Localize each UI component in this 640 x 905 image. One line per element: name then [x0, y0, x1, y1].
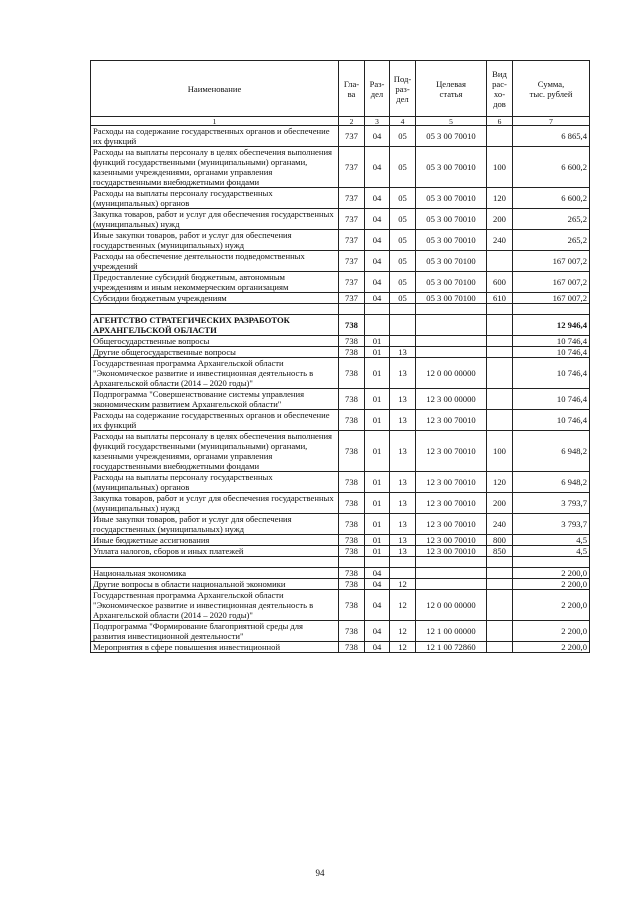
row-sum: [513, 557, 590, 568]
header-number: 4: [390, 117, 416, 126]
row-podrazdel: 13: [390, 472, 416, 493]
row-podrazdel: 13: [390, 347, 416, 358]
row-sum: 265,2: [513, 209, 590, 230]
row-razdel: 01: [365, 546, 390, 557]
row-target-article: 05 3 00 70010: [416, 230, 487, 251]
row-name: Иные закупки товаров, работ и услуг для обеспечения государственных (муниципальных) нужд: [91, 230, 339, 251]
row-glava: 737: [339, 251, 365, 272]
row-expense-type: [487, 251, 513, 272]
table-row: [91, 514, 590, 535]
table-header: [91, 61, 590, 126]
row-glava: 738: [339, 590, 365, 621]
row-razdel: 04: [365, 188, 390, 209]
row-name: [91, 557, 339, 568]
row-sum: 6 600,2: [513, 188, 590, 209]
row-sum: 6 865,4: [513, 126, 590, 147]
row-name: Расходы на выплаты персоналу государственных (муниципальных) органов: [91, 188, 339, 209]
row-target-article: 12 3 00 70010: [416, 546, 487, 557]
row-sum: 4,5: [513, 535, 590, 546]
header-number: 3: [365, 117, 390, 126]
row-razdel: 04: [365, 209, 390, 230]
row-expense-type: [487, 347, 513, 358]
row-expense-type: [487, 621, 513, 642]
row-glava: 737: [339, 209, 365, 230]
row-razdel: 01: [365, 347, 390, 358]
row-razdel: 04: [365, 126, 390, 147]
row-name: Субсидии бюджетным учреждениям: [91, 293, 339, 304]
row-podrazdel: 12: [390, 621, 416, 642]
row-name: АГЕНТСТВО СТРАТЕГИЧЕСКИХ РАЗРАБОТОК АРХАНГЕЛЬСКОЙ ОБЛАСТИ: [91, 315, 339, 336]
row-glava: 738: [339, 472, 365, 493]
table-row: [91, 642, 590, 653]
header-vid: Вид рас- хо- дов: [487, 61, 513, 117]
row-expense-type: 850: [487, 546, 513, 557]
row-glava: 738: [339, 579, 365, 590]
row-name: Расходы на выплаты персоналу в целях обеспечения выполнения функций государственными (муниципальными) органами, казенными учреждениями, органами управления государственными внебюджетными фондами: [91, 147, 339, 188]
row-sum: 12 946,4: [513, 315, 590, 336]
row-name: Иные бюджетные ассигнования: [91, 535, 339, 546]
table-row: [91, 472, 590, 493]
row-expense-type: [487, 579, 513, 590]
row-glava: 738: [339, 621, 365, 642]
row-target-article: 12 3 00 00000: [416, 389, 487, 410]
table-row: [91, 230, 590, 251]
row-target-article: 12 3 00 70010: [416, 493, 487, 514]
row-expense-type: 200: [487, 209, 513, 230]
row-sum: 10 746,4: [513, 410, 590, 431]
table-row: [91, 209, 590, 230]
row-name: Уплата налогов, сборов и иных платежей: [91, 546, 339, 557]
row-glava: 737: [339, 188, 365, 209]
row-sum: 3 793,7: [513, 493, 590, 514]
row-name: Государственная программа Архангельской области "Экономическое развитие и инвестиционная деятельность в Архангельской области (2014 – 2020 годы)": [91, 590, 339, 621]
row-podrazdel: 05: [390, 272, 416, 293]
row-razdel: 04: [365, 147, 390, 188]
row-name: Расходы на выплаты персоналу в целях обеспечения выполнения функций государственными (муниципальными) органами, казенными учреждениями, органами управления государственными внебюджетными фондами: [91, 431, 339, 472]
row-name: Расходы на выплаты персоналу государственных (муниципальных) органов: [91, 472, 339, 493]
table-row: [91, 147, 590, 188]
table-row: [91, 389, 590, 410]
row-sum: 167 007,2: [513, 293, 590, 304]
row-target-article: 05 3 00 70100: [416, 272, 487, 293]
row-sum: 167 007,2: [513, 272, 590, 293]
row-podrazdel: 13: [390, 358, 416, 389]
row-razdel: 04: [365, 590, 390, 621]
row-expense-type: 240: [487, 514, 513, 535]
row-name: Другие вопросы в области национальной экономики: [91, 579, 339, 590]
row-sum: 2 200,0: [513, 590, 590, 621]
row-podrazdel: 05: [390, 126, 416, 147]
row-target-article: 12 1 00 72860: [416, 642, 487, 653]
table-body: [91, 126, 590, 653]
row-glava: 738: [339, 336, 365, 347]
row-podrazdel: [390, 315, 416, 336]
row-name: Предоставление субсидий бюджетным, автономным учреждениям и иным некоммерческим организациям: [91, 272, 339, 293]
row-expense-type: 800: [487, 535, 513, 546]
row-sum: 2 200,0: [513, 642, 590, 653]
row-razdel: 04: [365, 251, 390, 272]
row-expense-type: 600: [487, 272, 513, 293]
table-row: [91, 590, 590, 621]
row-razdel: 04: [365, 621, 390, 642]
row-target-article: 12 3 00 70010: [416, 410, 487, 431]
row-target-article: [416, 568, 487, 579]
row-sum: 10 746,4: [513, 389, 590, 410]
row-podrazdel: 13: [390, 514, 416, 535]
table-row: [91, 126, 590, 147]
row-target-article: 12 3 00 70010: [416, 431, 487, 472]
row-sum: 265,2: [513, 230, 590, 251]
table-row: [91, 535, 590, 546]
row-target-article: 12 0 00 00000: [416, 590, 487, 621]
row-name: Другие общегосударственные вопросы: [91, 347, 339, 358]
row-expense-type: 200: [487, 493, 513, 514]
row-target-article: 05 3 00 70010: [416, 209, 487, 230]
row-target-article: 05 3 00 70100: [416, 251, 487, 272]
row-name: Иные закупки товаров, работ и услуг для обеспечения государственных (муниципальных) нужд: [91, 514, 339, 535]
table-row: [91, 336, 590, 347]
row-razdel: 01: [365, 358, 390, 389]
row-expense-type: [487, 336, 513, 347]
row-razdel: 04: [365, 293, 390, 304]
row-expense-type: 100: [487, 431, 513, 472]
row-sum: 10 746,4: [513, 358, 590, 389]
row-expense-type: 610: [487, 293, 513, 304]
page-number: 94: [315, 868, 325, 878]
row-podrazdel: 12: [390, 579, 416, 590]
row-name: Подпрограмма "Совершенствование системы управления экономическим развитием Архангельской области": [91, 389, 339, 410]
row-target-article: 05 3 00 70100: [416, 293, 487, 304]
row-sum: 6 948,2: [513, 472, 590, 493]
row-podrazdel: 05: [390, 188, 416, 209]
row-glava: 738: [339, 347, 365, 358]
header-podrazdel: Под- раз- дел: [390, 61, 416, 117]
row-podrazdel: 13: [390, 546, 416, 557]
row-expense-type: [487, 568, 513, 579]
row-glava: 738: [339, 514, 365, 535]
row-glava: 738: [339, 431, 365, 472]
row-glava: 737: [339, 147, 365, 188]
table-row: [91, 546, 590, 557]
header-sum: Сумма, тыс. рублей: [513, 61, 590, 117]
row-glava: 738: [339, 568, 365, 579]
row-expense-type: [487, 389, 513, 410]
row-podrazdel: 05: [390, 209, 416, 230]
row-razdel: 04: [365, 642, 390, 653]
table-row: [91, 579, 590, 590]
table-row: [91, 431, 590, 472]
row-name: Расходы на содержание государственных органов и обеспечение их функций: [91, 126, 339, 147]
row-target-article: 05 3 00 70010: [416, 188, 487, 209]
row-sum: 2 200,0: [513, 568, 590, 579]
row-glava: 738: [339, 642, 365, 653]
header-number: 6: [487, 117, 513, 126]
row-podrazdel: 13: [390, 389, 416, 410]
row-glava: [339, 304, 365, 315]
row-razdel: 01: [365, 336, 390, 347]
row-razdel: 01: [365, 535, 390, 546]
row-target-article: 05 3 00 70010: [416, 126, 487, 147]
header-name: Наименование: [91, 61, 339, 117]
row-razdel: 04: [365, 272, 390, 293]
row-glava: 737: [339, 272, 365, 293]
row-expense-type: 120: [487, 188, 513, 209]
row-target-article: [416, 304, 487, 315]
row-razdel: 04: [365, 230, 390, 251]
table-row: [91, 272, 590, 293]
row-name: [91, 304, 339, 315]
row-podrazdel: 13: [390, 431, 416, 472]
row-razdel: [365, 304, 390, 315]
row-name: Подпрограмма "Формирование благоприятной среды для развития инвестиционной деятельности": [91, 621, 339, 642]
row-sum: 10 746,4: [513, 336, 590, 347]
row-target-article: [416, 315, 487, 336]
table-row: [91, 293, 590, 304]
row-sum: 167 007,2: [513, 251, 590, 272]
table-row: [91, 358, 590, 389]
row-glava: 737: [339, 126, 365, 147]
row-razdel: 04: [365, 579, 390, 590]
row-razdel: 01: [365, 431, 390, 472]
row-glava: 738: [339, 546, 365, 557]
row-name: Общегосударственные вопросы: [91, 336, 339, 347]
row-target-article: 12 3 00 70010: [416, 535, 487, 546]
table-row: [91, 568, 590, 579]
row-sum: 2 200,0: [513, 579, 590, 590]
row-glava: 738: [339, 358, 365, 389]
row-podrazdel: 12: [390, 590, 416, 621]
row-target-article: 12 3 00 70010: [416, 472, 487, 493]
row-target-article: 12 3 00 70010: [416, 514, 487, 535]
row-expense-type: 120: [487, 472, 513, 493]
budget-table: [90, 60, 590, 653]
row-razdel: 01: [365, 410, 390, 431]
row-podrazdel: 12: [390, 642, 416, 653]
row-expense-type: [487, 304, 513, 315]
table-row-spacer: [91, 557, 590, 568]
row-glava: 738: [339, 410, 365, 431]
row-name: Расходы на содержание государственных органов и обеспечение их функций: [91, 410, 339, 431]
row-glava: 737: [339, 293, 365, 304]
row-target-article: 05 3 00 70010: [416, 147, 487, 188]
row-target-article: 12 1 00 00000: [416, 621, 487, 642]
header-number: 2: [339, 117, 365, 126]
row-name: Закупка товаров, работ и услуг для обеспечения государственных (муниципальных) нужд: [91, 209, 339, 230]
row-expense-type: [487, 590, 513, 621]
row-podrazdel: [390, 557, 416, 568]
row-name: Государственная программа Архангельской области "Экономическое развитие и инвестиционная деятельность в Архангельской области (2014 – 2020 годы)": [91, 358, 339, 389]
row-expense-type: [487, 557, 513, 568]
row-podrazdel: [390, 336, 416, 347]
table-row: [91, 251, 590, 272]
row-glava: 738: [339, 493, 365, 514]
row-podrazdel: 13: [390, 535, 416, 546]
header-razdel: Раз- дел: [365, 61, 390, 117]
row-target-article: 12 0 00 00000: [416, 358, 487, 389]
table-row: [91, 493, 590, 514]
row-expense-type: 240: [487, 230, 513, 251]
header-number: 7: [513, 117, 590, 126]
row-glava: [339, 557, 365, 568]
row-glava: 738: [339, 315, 365, 336]
row-razdel: 01: [365, 389, 390, 410]
row-sum: 3 793,7: [513, 514, 590, 535]
row-podrazdel: 05: [390, 230, 416, 251]
table-row-spacer: [91, 304, 590, 315]
row-podrazdel: [390, 568, 416, 579]
row-expense-type: 100: [487, 147, 513, 188]
row-podrazdel: 05: [390, 147, 416, 188]
row-razdel: [365, 315, 390, 336]
table-row: [91, 315, 590, 336]
header-statya: Целевая статья: [416, 61, 487, 117]
row-glava: 738: [339, 535, 365, 546]
row-sum: 6 600,2: [513, 147, 590, 188]
row-name: Мероприятия в сфере повышения инвестиционной: [91, 642, 339, 653]
row-sum: 2 200,0: [513, 621, 590, 642]
row-name: Закупка товаров, работ и услуг для обеспечения государственных (муниципальных) нужд: [91, 493, 339, 514]
row-name: Национальная экономика: [91, 568, 339, 579]
row-expense-type: [487, 315, 513, 336]
row-razdel: 01: [365, 472, 390, 493]
row-podrazdel: [390, 304, 416, 315]
row-expense-type: [487, 126, 513, 147]
row-razdel: 01: [365, 514, 390, 535]
row-sum: 10 746,4: [513, 347, 590, 358]
row-glava: 738: [339, 389, 365, 410]
row-expense-type: [487, 410, 513, 431]
table-row: [91, 188, 590, 209]
row-expense-type: [487, 358, 513, 389]
header-number: 5: [416, 117, 487, 126]
row-target-article: [416, 557, 487, 568]
row-target-article: [416, 336, 487, 347]
table-row: [91, 410, 590, 431]
row-razdel: [365, 557, 390, 568]
row-sum: [513, 304, 590, 315]
row-sum: 4,5: [513, 546, 590, 557]
row-sum: 6 948,2: [513, 431, 590, 472]
row-razdel: 01: [365, 493, 390, 514]
row-podrazdel: 13: [390, 493, 416, 514]
header-number: 1: [91, 117, 339, 126]
row-target-article: [416, 347, 487, 358]
row-expense-type: [487, 642, 513, 653]
row-glava: 737: [339, 230, 365, 251]
row-podrazdel: 13: [390, 410, 416, 431]
table-row: [91, 621, 590, 642]
row-name: Расходы на обеспечение деятельности подведомственных учреждений: [91, 251, 339, 272]
table-row: [91, 347, 590, 358]
row-podrazdel: 05: [390, 293, 416, 304]
header-glava: Гла- ва: [339, 61, 365, 117]
row-target-article: [416, 579, 487, 590]
row-razdel: 04: [365, 568, 390, 579]
row-podrazdel: 05: [390, 251, 416, 272]
